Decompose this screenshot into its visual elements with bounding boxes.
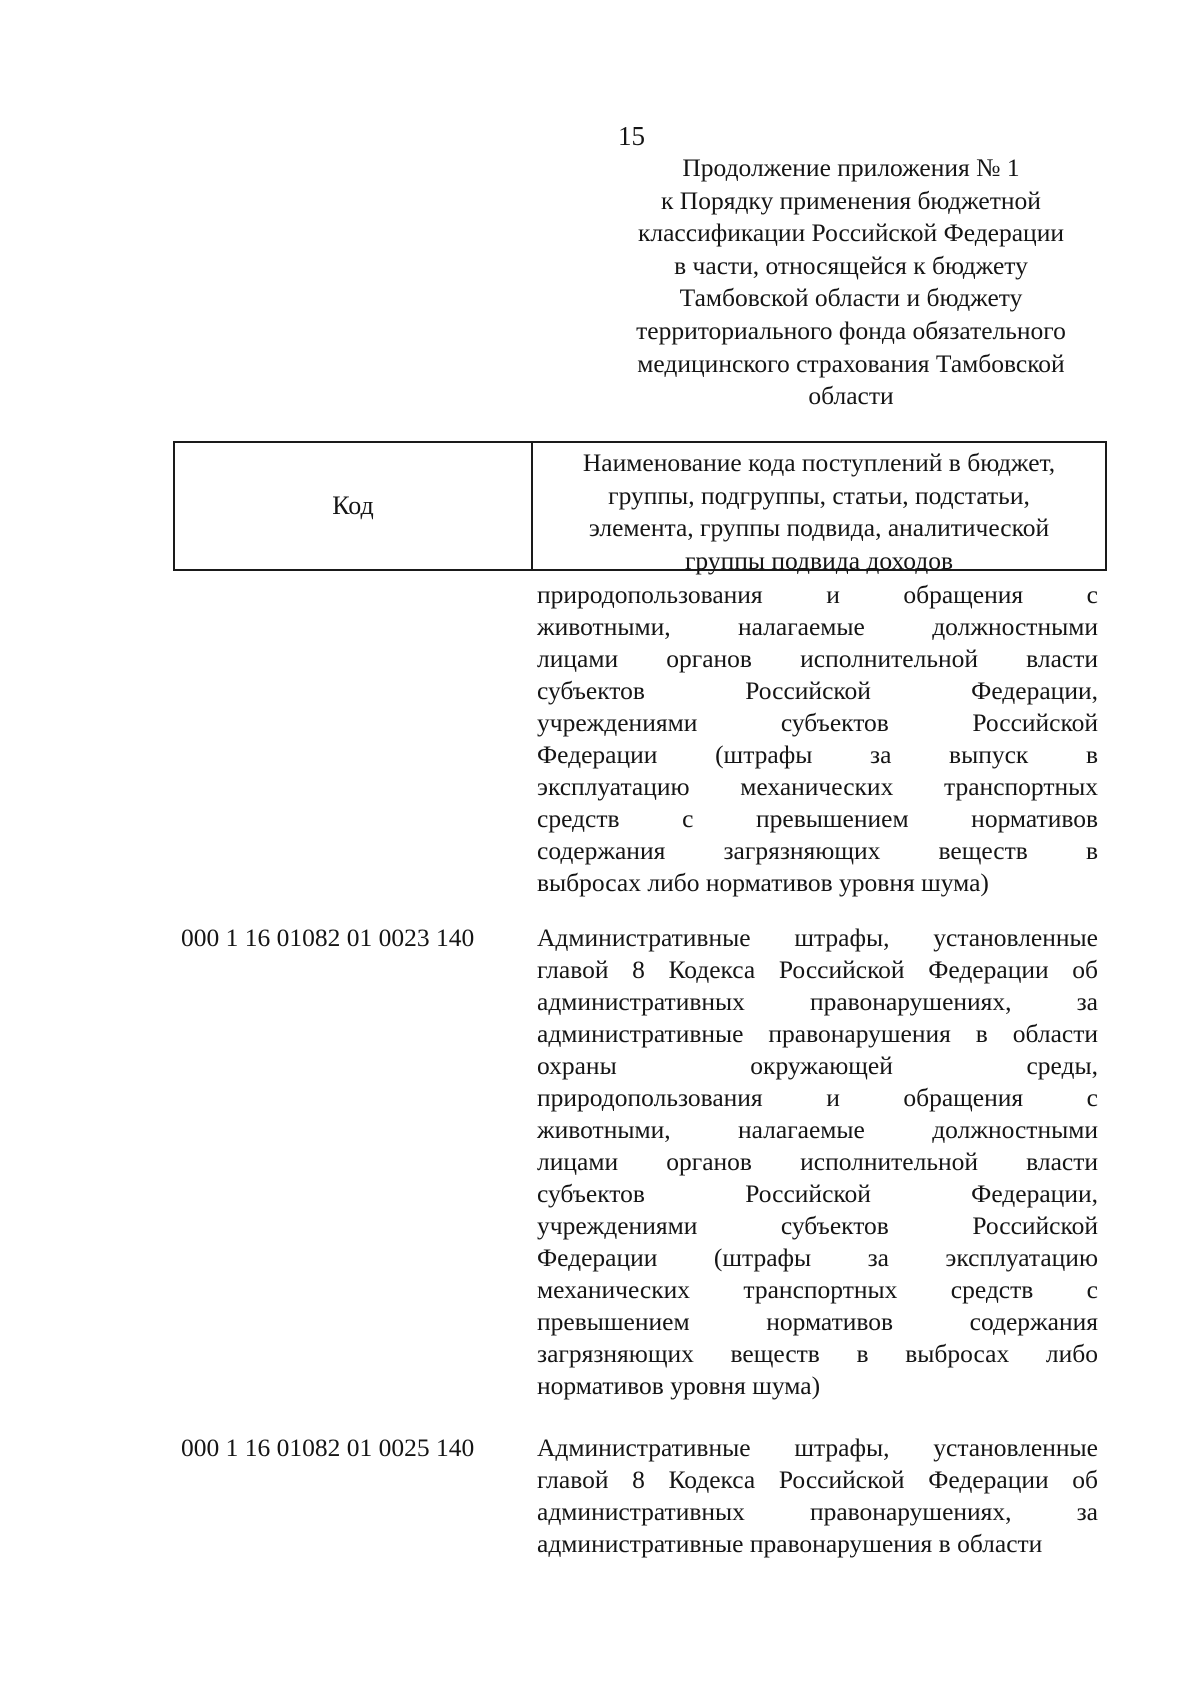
row-description-line: главой 8 Кодекса Российской Федерации об <box>537 1465 1098 1494</box>
row-description-line: учреждениями субъектов Российской <box>537 708 1098 737</box>
row-description-line: животными, налагаемые должностными <box>537 612 1098 641</box>
appendix-header-line: территориального фонда обязательного <box>636 315 1066 345</box>
table-header-name-line: элемента, группы подвида, аналитической <box>588 513 1050 542</box>
row-description-line: превышением нормативов содержания <box>537 1307 1098 1336</box>
table-header-name-line: группы, подгруппы, статьи, подстатьи, <box>608 480 1030 510</box>
row-description-line: лицами органов исполнительной власти <box>537 644 1098 673</box>
row-description-line: Административные штрафы, установленные <box>537 1433 1098 1462</box>
row-description-line: загрязняющих веществ в выбросах либо <box>537 1339 1098 1368</box>
row-description-line: животными, налагаемые должностными <box>537 1115 1098 1144</box>
row-description-line: административные правонарушения в области <box>537 1019 1098 1048</box>
row-description-line: механических транспортных средств с <box>537 1275 1098 1304</box>
row-description-line: административные правонарушения в области <box>537 1529 1043 1558</box>
appendix-header-line: в части, относящейся к бюджету <box>674 250 1028 280</box>
appendix-header-line: области <box>808 381 894 411</box>
table-header-name <box>533 443 1105 575</box>
row-description-line: содержания загрязняющих веществ в <box>537 836 1098 865</box>
row-description-line: охраны окружающей среды, <box>537 1051 1098 1080</box>
row-description-line: учреждениями субъектов Российской <box>537 1211 1098 1240</box>
row-description-line: административных правонарушениях, за <box>537 987 1098 1016</box>
row-description-line: природопользования и обращения с <box>537 1083 1098 1112</box>
row-description <box>537 1432 1098 1560</box>
appendix-header-line: классификации Российской Федерации <box>638 218 1064 248</box>
page-number: 15 <box>618 121 645 151</box>
row-description-line: субъектов Российской Федерации, <box>537 676 1098 705</box>
row-description <box>537 579 1098 899</box>
row-code: 000 1 16 01082 01 0025 140 <box>181 1433 475 1462</box>
appendix-header-line: Тамбовской области и бюджету <box>679 283 1023 313</box>
appendix-header-line: Продолжение приложения № 1 <box>682 153 1020 182</box>
table-header-name-line: группы подвида доходов <box>684 545 954 575</box>
table-header-code: Код <box>175 443 533 569</box>
row-description-line: административных правонарушениях, за <box>537 1497 1098 1526</box>
row-description-line: средств с превышением нормативов <box>537 804 1098 833</box>
table-header <box>173 441 1107 575</box>
row-code: 000 1 16 01082 01 0023 140 <box>181 923 475 952</box>
row-description-line: выбросах либо нормативов уровня шума) <box>537 868 989 897</box>
row-description-line: субъектов Российской Федерации, <box>537 1179 1098 1208</box>
row-description <box>537 922 1098 1402</box>
row-description-line: главой 8 Кодекса Российской Федерации об <box>537 955 1098 984</box>
row-description-line: нормативов уровня шума) <box>537 1371 821 1400</box>
row-description-line: Административные штрафы, установленные <box>537 923 1098 952</box>
row-description-line: Федерации (штрафы за эксплуатацию <box>537 1243 1098 1272</box>
appendix-header-line: медицинского страхования Тамбовской <box>637 348 1065 378</box>
row-description-line: эксплуатацию механических транспортных <box>537 772 1098 801</box>
row-description-line: природопользования и обращения с <box>537 580 1098 609</box>
appendix-header <box>600 152 1102 413</box>
row-description-line: лицами органов исполнительной власти <box>537 1147 1098 1176</box>
appendix-header-line: к Порядку применения бюджетной <box>661 185 1041 215</box>
row-description-line: Федерации (штрафы за выпуск в <box>537 740 1098 769</box>
table-header-name-line: Наименование кода поступлений в бюджет, <box>582 448 1056 477</box>
